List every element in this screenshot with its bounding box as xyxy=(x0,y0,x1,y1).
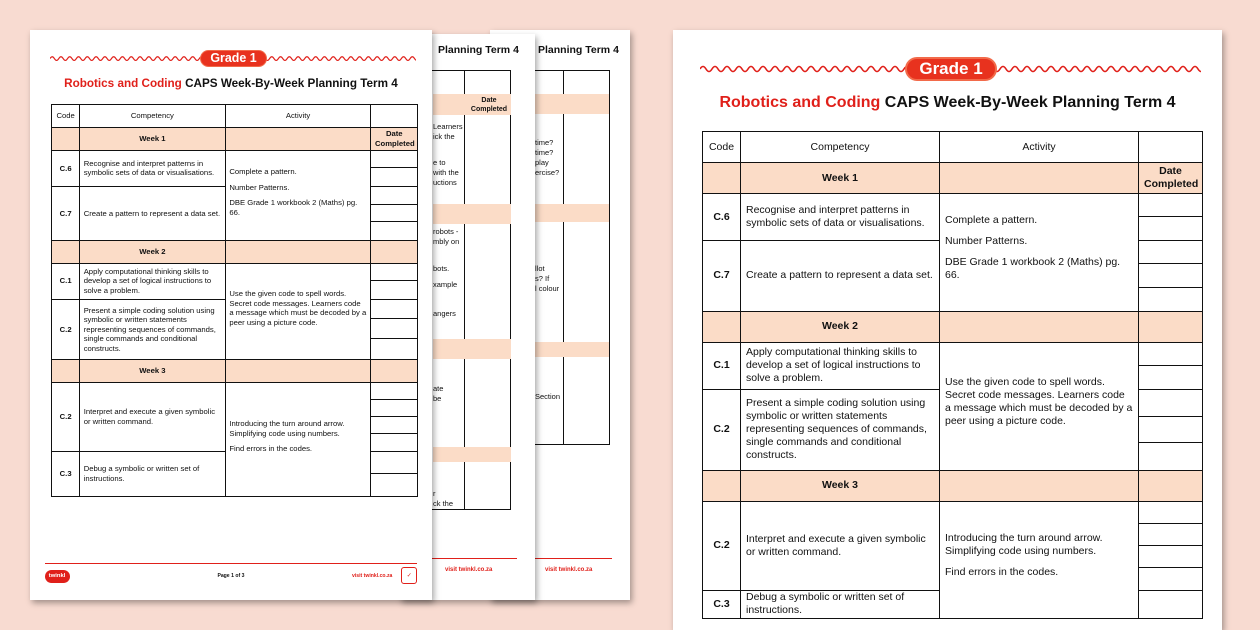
week-row xyxy=(703,163,1203,194)
page-footer xyxy=(45,563,418,593)
activity-line: Find errors in the codes. xyxy=(229,444,313,454)
week-label: Week 3 xyxy=(741,470,940,501)
text-fragment: play xyxy=(535,158,549,167)
front-page-large xyxy=(673,30,1222,630)
week-label: Week 2 xyxy=(80,240,226,263)
date-box[interactable] xyxy=(1139,524,1202,546)
grade-badge: Grade 1 xyxy=(905,57,997,81)
text-fragment: ck the xyxy=(433,499,454,508)
date-box[interactable] xyxy=(1139,194,1202,217)
text-fragment: ate xyxy=(433,384,444,393)
date-completed-cell[interactable] xyxy=(1139,194,1203,241)
date-box[interactable] xyxy=(371,319,417,339)
text-fragment: r xyxy=(433,489,436,498)
week-label: Week 3 xyxy=(80,359,226,382)
column-header-competency: Competency xyxy=(80,104,226,127)
grade-badge: Grade 1 xyxy=(200,50,267,68)
date-completed-cell[interactable] xyxy=(371,186,418,240)
row-competency: Recognise and interpret patterns in symbolic sets of data or visualisations. xyxy=(80,150,226,186)
date-box[interactable] xyxy=(1139,264,1202,287)
date-box[interactable] xyxy=(1139,417,1202,444)
row-competency: Apply computational thinking skills to develop a set of logical instructions to solve a problem. xyxy=(741,342,940,389)
title-highlight: Robotics and Coding xyxy=(719,94,881,111)
page-title-fragment: Planning Term 4 xyxy=(438,44,519,56)
date-box[interactable] xyxy=(1139,241,1202,264)
column-header-competency: Competency xyxy=(741,132,940,163)
activity-line: Introducing the turn around arrow. Simplifying code using numbers. xyxy=(945,532,1103,558)
date-box[interactable] xyxy=(371,187,417,205)
date-box[interactable] xyxy=(371,474,417,496)
date-box[interactable] xyxy=(371,300,417,320)
row-code: C.2 xyxy=(52,299,80,359)
row-code: C.2 xyxy=(703,501,741,590)
column-header-empty xyxy=(1139,132,1203,163)
date-box[interactable] xyxy=(371,281,417,299)
date-box[interactable] xyxy=(1139,366,1202,389)
row-code: C.7 xyxy=(703,241,741,312)
activity-line: DBE Grade 1 workbook 2 (Maths) pg. 66. xyxy=(945,256,1121,282)
date-box[interactable] xyxy=(1139,568,1202,590)
week-row xyxy=(52,359,418,382)
text-fragment: robots - xyxy=(433,227,459,236)
date-completed-cell[interactable] xyxy=(1139,501,1203,590)
date-completed-header xyxy=(1139,470,1203,501)
text-fragment: ercise? xyxy=(535,168,560,177)
table-header-row xyxy=(703,132,1203,163)
date-box[interactable] xyxy=(1139,591,1202,618)
date-box[interactable] xyxy=(1139,546,1202,568)
date-completed-cell[interactable] xyxy=(1139,389,1203,470)
row-code: C.1 xyxy=(703,342,741,389)
date-box[interactable] xyxy=(371,452,417,474)
text-fragment: be xyxy=(433,394,442,403)
row-competency: Present a simple coding solution using symbolic or written statements representing sequences of commands, single commands and conditional constructs. xyxy=(80,299,226,359)
row-activity xyxy=(225,263,371,359)
activity-line: Use the given code to spell words. Secret code messages. Learners code a message which must be decoded by a peer using a picture code. xyxy=(229,289,367,327)
activity-line: Number Patterns. xyxy=(229,182,290,192)
planning-table xyxy=(51,104,418,497)
week-label: Week 2 xyxy=(741,311,940,342)
text-fragment: time? xyxy=(535,138,554,147)
text-fragment: time? xyxy=(535,148,554,157)
row-competency: Interpret and execute a given symbolic or written command. xyxy=(741,501,940,590)
date-box[interactable] xyxy=(371,168,417,186)
week-row xyxy=(703,470,1203,501)
text-fragment: l colour xyxy=(535,284,560,293)
table-row xyxy=(52,150,418,186)
activity-line: Find errors in the codes. xyxy=(945,566,1059,579)
column-header-code: Code xyxy=(703,132,741,163)
text-fragment: llot xyxy=(535,264,545,273)
activity-line: Number Patterns. xyxy=(945,235,1028,248)
text-fragment: mbly on xyxy=(433,237,460,246)
row-code: C.3 xyxy=(52,451,80,496)
row-code: C.2 xyxy=(703,389,741,470)
text-fragment: Learners xyxy=(433,122,463,131)
date-box[interactable] xyxy=(1139,502,1202,524)
row-competency: Present a simple coding solution using symbolic or written statements representing sequences of commands, single commands and conditional constructs. xyxy=(741,389,940,470)
text-fragment: s? If xyxy=(535,274,550,283)
date-box[interactable] xyxy=(371,222,417,240)
activity-line: DBE Grade 1 workbook 2 (Maths) pg. 66. xyxy=(229,198,358,217)
date-box[interactable] xyxy=(371,400,417,417)
table-row xyxy=(703,342,1203,389)
week-row xyxy=(703,311,1203,342)
text-fragment: ick the xyxy=(433,132,455,141)
text-fragment: e to xyxy=(433,158,446,167)
twinkl-logo: twinkl xyxy=(45,570,70,583)
table-row xyxy=(703,501,1203,590)
row-code: C.3 xyxy=(703,590,741,618)
text-fragment: xample xyxy=(433,280,458,289)
date-completed-cell[interactable] xyxy=(371,382,418,451)
row-activity xyxy=(225,150,371,240)
date-completed-header xyxy=(371,127,418,150)
table-header-row xyxy=(52,104,418,127)
row-activity xyxy=(940,342,1139,470)
website-link[interactable]: visit twinkl.co.za xyxy=(352,572,393,579)
page-number: Page 1 of 3 xyxy=(217,572,245,579)
date-completed-header xyxy=(1139,311,1203,342)
page-title xyxy=(30,77,432,90)
date-box[interactable] xyxy=(1139,343,1202,366)
column-header-activity: Activity xyxy=(225,104,371,127)
date-completed-cell[interactable] xyxy=(1139,241,1203,312)
title-rest: CAPS Week-By-Week Planning Term 4 xyxy=(185,76,398,90)
date-box[interactable] xyxy=(371,417,417,434)
title-highlight: Robotics and Coding xyxy=(64,76,182,90)
activity-line: Complete a pattern. xyxy=(229,167,297,177)
date-completed-header xyxy=(371,240,418,263)
text-fragment: angers xyxy=(433,309,456,318)
row-code: C.1 xyxy=(52,263,80,299)
week-label: Week 1 xyxy=(80,127,226,150)
column-header-activity: Activity xyxy=(940,132,1139,163)
date-completed-label: Date Completed xyxy=(375,129,415,148)
date-completed-cell[interactable] xyxy=(371,150,418,186)
activity-line: Introducing the turn around arrow. Simplifying code using numbers. xyxy=(229,419,345,438)
table-row xyxy=(703,194,1203,241)
row-competency: Interpret and execute a given symbolic or written command. xyxy=(80,382,226,451)
row-competency: Debug a symbolic or written set of instructions. xyxy=(80,451,226,496)
date-completed-cell[interactable] xyxy=(371,299,418,359)
text-fragment: bots. xyxy=(433,264,450,273)
date-box[interactable] xyxy=(371,264,417,282)
activity-line: Complete a pattern. xyxy=(945,214,1038,227)
title-rest: CAPS Week-By-Week Planning Term 4 xyxy=(884,94,1176,111)
row-activity xyxy=(940,194,1139,312)
date-box[interactable] xyxy=(371,151,417,169)
page-title xyxy=(673,94,1222,112)
date-completed-cell[interactable] xyxy=(371,263,418,299)
date-box[interactable] xyxy=(371,383,417,400)
row-activity xyxy=(940,501,1139,618)
quality-seal-icon: ✓ xyxy=(401,567,417,585)
column-header-empty xyxy=(371,104,418,127)
activity-line: Use the given code to spell words. Secret code messages. Learners code a message which must be decoded by a peer using a picture code. xyxy=(945,376,1133,428)
date-completed-header xyxy=(371,359,418,382)
week-row xyxy=(52,240,418,263)
table-row xyxy=(52,382,418,451)
date-box[interactable] xyxy=(1139,288,1202,311)
week-row xyxy=(52,127,418,150)
date-completed-cell[interactable] xyxy=(1139,590,1203,618)
date-box[interactable] xyxy=(1139,217,1202,240)
date-box[interactable] xyxy=(371,339,417,359)
date-box[interactable] xyxy=(371,205,417,223)
column-header-code: Code xyxy=(52,104,80,127)
date-completed-cell[interactable] xyxy=(1139,342,1203,389)
text-fragment: with the xyxy=(433,168,459,177)
row-activity xyxy=(225,382,371,496)
front-page-small xyxy=(30,30,432,600)
website-link[interactable]: visit twinkl.co.za xyxy=(445,567,493,573)
text-fragment: Section xyxy=(535,392,561,401)
planning-table xyxy=(702,131,1203,619)
row-competency: Create a pattern to represent a data set. xyxy=(80,186,226,240)
page-title-fragment: Planning Term 4 xyxy=(538,44,619,56)
date-completed-header xyxy=(1139,163,1203,194)
date-completed-header: Date Completed xyxy=(470,97,508,113)
row-code: C.6 xyxy=(52,150,80,186)
table-row xyxy=(52,263,418,299)
row-competency: Recognise and interpret patterns in symbolic sets of data or visualisations. xyxy=(741,194,940,241)
row-competency: Debug a symbolic or written set of instructions. xyxy=(741,590,940,618)
row-code: C.6 xyxy=(703,194,741,241)
text-fragment: uctions xyxy=(433,178,457,187)
row-competency: Create a pattern to represent a data set. xyxy=(741,241,940,312)
date-completed-cell[interactable] xyxy=(371,451,418,496)
date-box[interactable] xyxy=(371,434,417,451)
date-completed-label: Date Completed xyxy=(1144,165,1199,190)
date-box[interactable] xyxy=(1139,443,1202,470)
date-box[interactable] xyxy=(1139,390,1202,417)
row-competency: Apply computational thinking skills to develop a set of logical instructions to solve a problem. xyxy=(80,263,226,299)
row-code: C.2 xyxy=(52,382,80,451)
week-label: Week 1 xyxy=(741,163,940,194)
row-code: C.7 xyxy=(52,186,80,240)
website-link[interactable]: visit twinkl.co.za xyxy=(545,567,593,573)
